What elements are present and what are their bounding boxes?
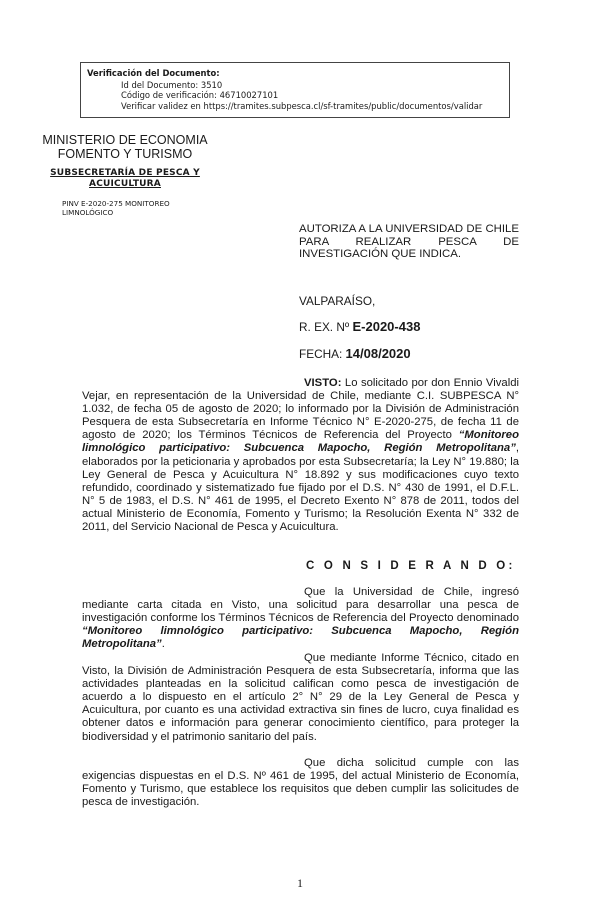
pinv-reference: PINV E-2020-275 MONITOREO LIMNOLÓGICO [62, 199, 170, 217]
subsecretaria-name: SUBSECRETARÍA DE PESCA Y ACUICULTURA [50, 168, 200, 189]
verification-code: • Código de verificación: 46710027101 [121, 90, 503, 101]
considerando-p3-text: Que dicha solicitud cumple con las exigencias dispuestas en el D.S. Nº 461 de 1995, del actual Ministerio de Economía, Fomento y Turismo, que establece los requisitos que deben cumplir las solicitudes de pesca de investigación. [82, 757, 519, 809]
considerando-p2-text: Que mediante Informe Técnico, citado en Visto, la División de Administración Pesquera de esta Subsecretaría, informa que las actividades planteadas en la solicitud califican como pesca de investigación de acuerdo a lo dispuesto en el artículo 2° N° 29 de la Ley General de Pesca y Acuicultura, por cuanto es una actividad extractiva sin fines de lucro, cuya finalidad es obtener datos e información para generar conocimiento científico, para proteger la biodiversidad y el patrimonio sanitario del país. [82, 652, 519, 743]
date-value: 14/08/2020 [345, 346, 411, 361]
verification-box [80, 62, 510, 118]
resolution-date [299, 346, 411, 361]
verification-document-id: • Id del Documento: 3510 [121, 80, 503, 91]
visto-project-name: “Monitoreo limnológico participativo: Subcuenca Mapocho, Región Metropolitana” [82, 429, 519, 455]
ministry-name [40, 133, 210, 161]
ministry-line-1: MINISTERIO DE ECONOMIA [42, 133, 208, 147]
ministry-line-2: FOMENTO Y TURISMO [57, 147, 193, 161]
verification-title: Verificación del Documento: [87, 68, 220, 78]
considerando-paragraph-2 [82, 652, 519, 744]
considerando-p1-project: “Monitoreo limnológico participativo: Subcuenca Mapocho, Región Metropolitana” [82, 625, 519, 651]
considerando-paragraph-3 [82, 757, 519, 809]
considerando-paragraph-1 [82, 586, 519, 651]
resolution-number [299, 319, 420, 334]
visto-text-2: , elaborados por la peticionaria y aprobados por esta Subsecretaría; la Ley N° 19.880; la Ley General de Pesca y Acuicultura N° 18.892 y sus modificaciones cuyo texto refundido, coordinado y sistematizado fue fijado por el D.S. N° 430 de 1991, el D.F.L. N° 5 de 1983, el D.S. N° 461 de 1995, el Decreto Exento N° 878 de 2011, todos del actual Ministerio de Economía, Fomento y Turismo; la Resolución Exenta N° 332 de 2011, del Servicio Nacional de Pesca y Acuicultura. [82, 442, 519, 534]
visto-keyword: VISTO: [304, 377, 342, 389]
visto-paragraph [82, 377, 519, 534]
resolution-label: R. EX. Nº [299, 320, 350, 334]
considerando-p1-text: Que la Universidad de Chile, ingresó mediante carta citada en Visto, una solicitud para desarrollar una pesca de investigación conforme los Términos Técnicos de Referencia del Proyecto denominado [82, 586, 519, 625]
resolution-subject: AUTORIZA A LA UNIVERSIDAD DE CHILE PARA REALIZAR PESCA DE INVESTIGACIÓN QUE INDICA. [299, 223, 519, 260]
page-number: 1 [297, 876, 303, 890]
place: VALPARAÍSO, [299, 294, 376, 308]
visto-text-1: Lo solicitado por don Ennio Vivaldi Vejar, en representación de la Universidad de Chile, mediante C.I. SUBPESCA N° 1.032, de fecha 05 de agosto de 2020; lo informado por la División de Administración Pesquera de esta Subsecretaría en Informe Técnico N° E-2020-275, de fecha 11 de agosto de 2020; los Términos Técnicos de Referencia del Proyecto [82, 377, 519, 442]
date-label: FECHA: [299, 347, 343, 361]
considerando-heading: C O N S I D E R A N D O: [306, 560, 516, 572]
verification-list [87, 80, 503, 112]
verification-url[interactable]: • Verificar validez en https://tramites.subpesca.cl/sf-tramites/public/documentos/validar [121, 101, 503, 112]
considerando-p1-end: . [161, 638, 165, 651]
resolution-value: E-2020-438 [352, 319, 421, 334]
